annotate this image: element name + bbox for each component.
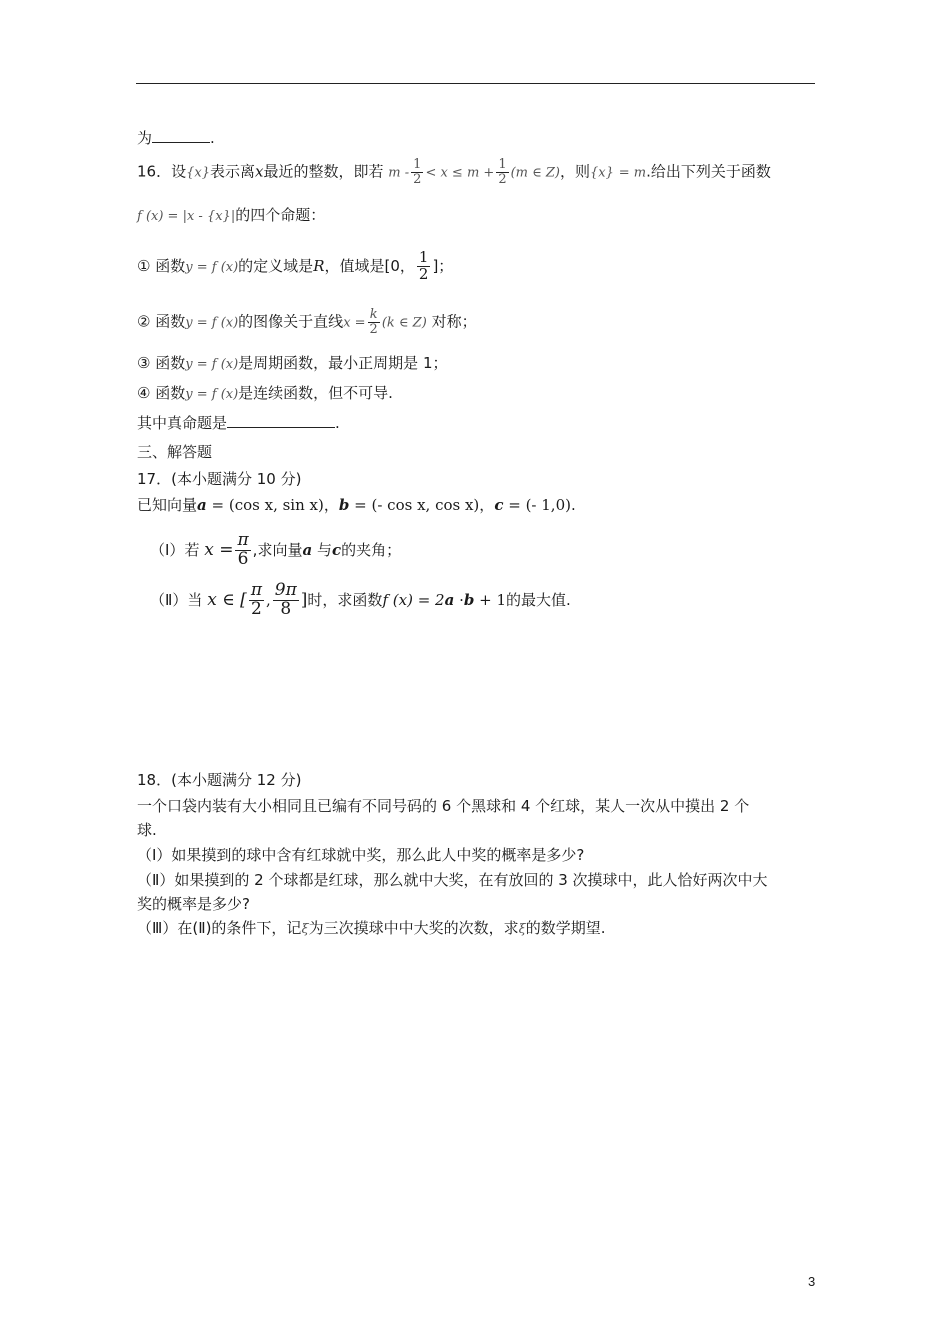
question-number: 18． bbox=[137, 771, 172, 789]
q17-part-2: （Ⅱ）当 x ∈ [ $\frac{\pi}{2}$ , $\frac{9\pi}{8}$ ]时，求函数f (x) = 2a ·b + 1的最大值. bbox=[150, 580, 571, 619]
q17-header: 17．(本小题满分 10 分) bbox=[137, 470, 302, 488]
q18-stem-1: 一个口袋内装有大小相同且已编有不同号码的 6 个黑球和 4 个红球，某人一次从中摸出 2 个 bbox=[137, 797, 750, 815]
answer-blank bbox=[152, 128, 210, 143]
q18-header: 18．(本小题满分 12 分) bbox=[137, 771, 302, 789]
fraction-half: $\frac{1}{2}$ bbox=[418, 248, 429, 283]
q18-part-1: （Ⅰ）如果摸到的球中含有红球就中奖，那么此人中奖的概率是多少? bbox=[137, 846, 585, 864]
continuation-line: 为 . bbox=[137, 129, 215, 147]
q16-prop-1: ① 函数y = f (x)的定义域是R，值域是[0， $\frac{1}{2}$ ]； bbox=[137, 248, 454, 283]
q16-function-def: f (x) = |x - {x}|的四个命题： bbox=[137, 206, 326, 224]
fraction-pi-over-6: $\frac{\pi}{6}$ bbox=[237, 530, 249, 569]
q17-part-1: （Ⅰ）若 x = $\frac{\pi}{6}$ ,求向量a 与c的夹角； bbox=[150, 530, 402, 569]
fraction-pi-over-2: $\frac{\pi}{2}$ bbox=[250, 580, 262, 619]
q17-given: 已知向量a = (cos x, sin x)，b = (- cos x, cos x)，c = (- 1,0). bbox=[137, 496, 576, 514]
nearest-int-notation: {x} bbox=[186, 165, 211, 181]
question-number: 16． bbox=[137, 162, 172, 181]
q16-answer-line: 其中真命题是 . bbox=[137, 414, 340, 432]
header-rule bbox=[136, 83, 815, 84]
section-heading: 三、解答题 bbox=[137, 443, 213, 461]
fraction-k-over-2: $\frac{k}{2}$ bbox=[369, 307, 378, 337]
q18-stem-2: 球. bbox=[137, 821, 157, 839]
page-number: 3 bbox=[808, 1274, 816, 1289]
q18-part-2-line-1: （Ⅱ）如果摸到的 2 个球都是红球，那么就中大奖，在有放回的 3 次摸球中，此人恰好两次中大 bbox=[137, 871, 768, 889]
q16-prop-3: ③ 函数y = f (x)是周期函数，最小正周期是 1； bbox=[137, 354, 448, 372]
fraction-half: $\frac{1}{2}$ bbox=[413, 157, 422, 187]
q16-prop-4: ④ 函数y = f (x)是连续函数，但不可导. bbox=[137, 384, 393, 402]
q18-part-2-line-2: 奖的概率是多少? bbox=[137, 895, 250, 913]
answer-blank bbox=[227, 413, 335, 428]
q16-intro: 16．设{x}表示离x最近的整数，即若 m - $\frac{1}{2}$ < x ≤ m + $\frac{1}{2}$ (m ∈ Z)，则{x} = m.给出下列关于函数 bbox=[137, 157, 771, 187]
q16-prop-2: ② 函数y = f (x)的图像关于直线x = $\frac{k}{2}$ (k ∈ Z) 对称； bbox=[137, 307, 477, 337]
q18-part-3: （Ⅲ）在(Ⅱ)的条件下，记ξ为三次摸球中中大奖的次数，求ξ的数学期望. bbox=[137, 919, 606, 937]
fraction-9pi-over-8: $\frac{9\pi}{8}$ bbox=[274, 580, 297, 619]
question-number: 17． bbox=[137, 470, 172, 488]
fraction-half: $\frac{1}{2}$ bbox=[498, 157, 507, 187]
